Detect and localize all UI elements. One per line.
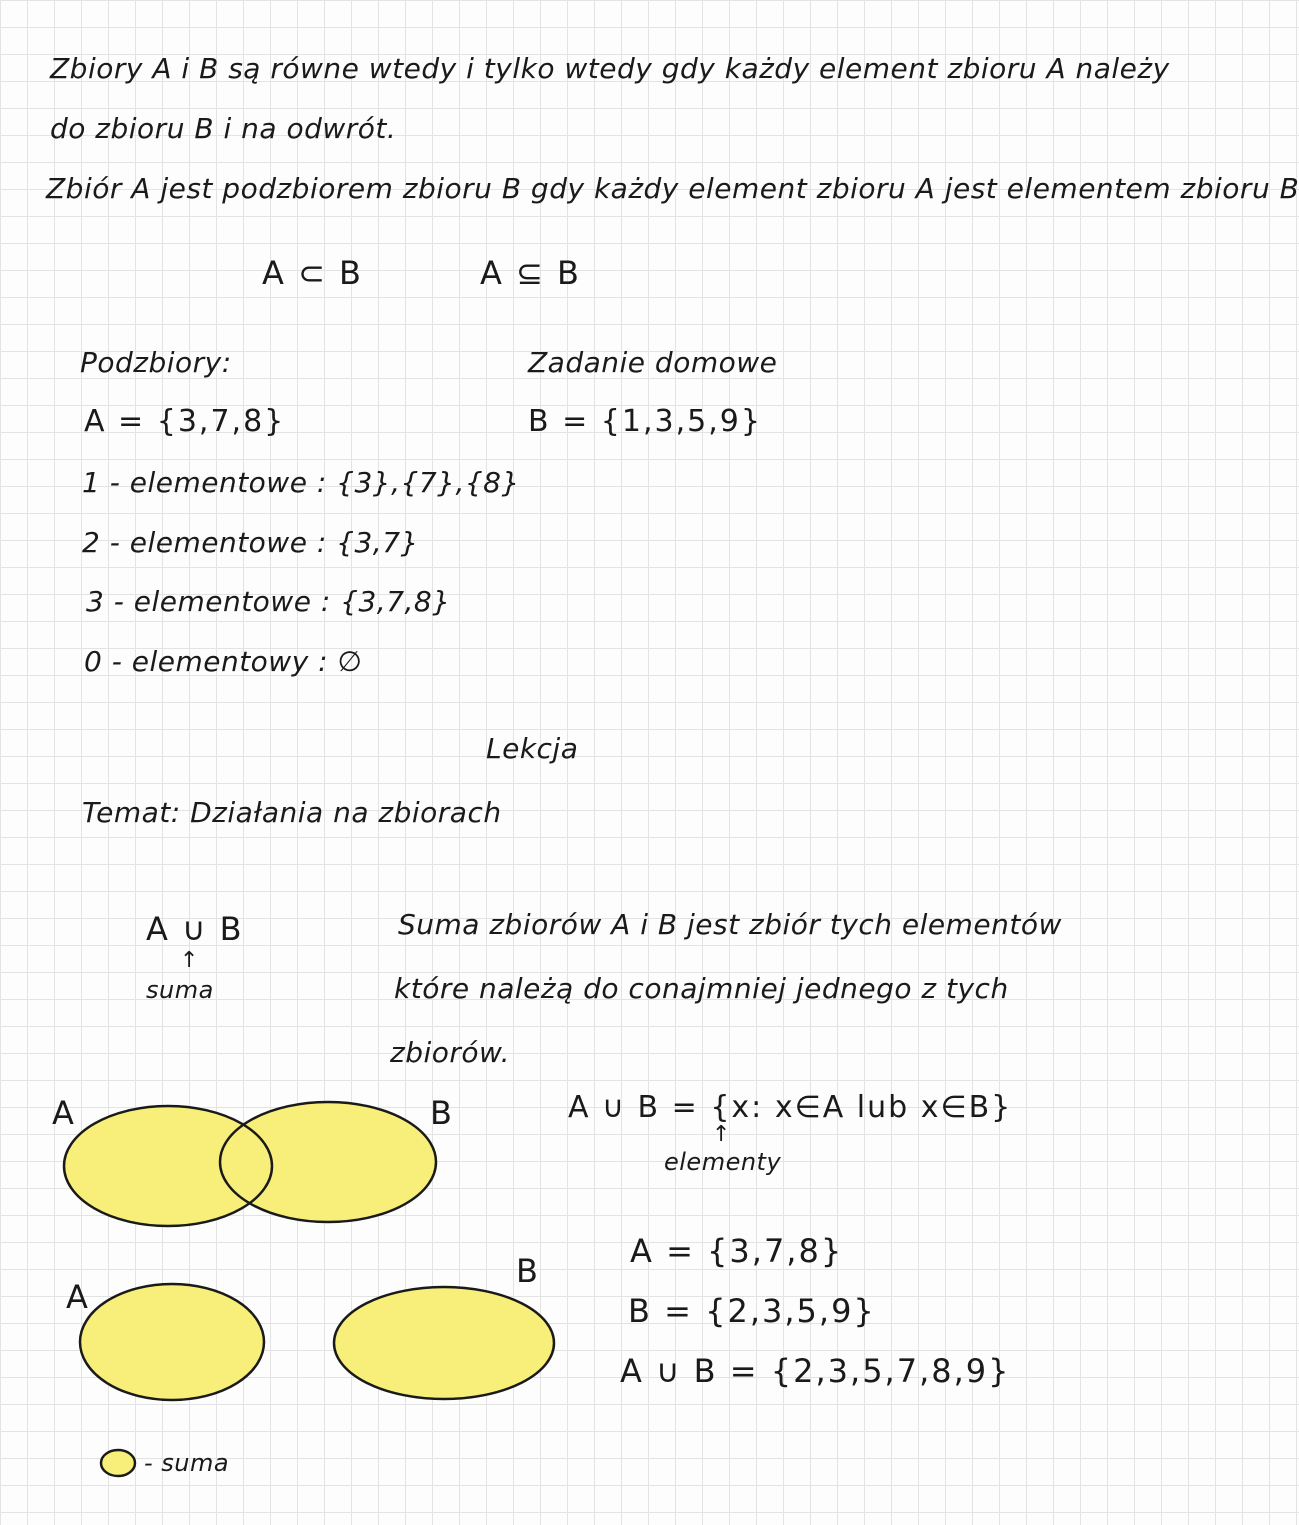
- homework-heading: Zadanie domowe: [528, 346, 778, 379]
- union-formula-arrow: ↑: [712, 1122, 731, 1147]
- equal-sets-definition-line1: Zbiory A i B są równe wtedy i tylko wtedy gdy każdy element zbioru A należy: [50, 52, 1170, 85]
- venn-set-b-disjoint: [334, 1287, 554, 1399]
- union-arrow: ↑: [180, 948, 199, 973]
- union-example-a: A = {3,7,8}: [630, 1232, 844, 1270]
- union-elements-label: elementy: [664, 1148, 782, 1176]
- subsets-one-element: 1 - elementowe : {3},{7},{8}: [82, 466, 520, 499]
- subsets-heading: Podzbiory:: [80, 346, 232, 379]
- homework-set-b: B = {1,3,5,9}: [528, 404, 762, 439]
- subsets-three-element: 3 - elementowe : {3,7,8}: [86, 585, 451, 618]
- union-suma-label: suma: [146, 976, 214, 1004]
- union-definition-line3: zbiorów.: [390, 1036, 511, 1069]
- venn-label-b-bottom: B: [516, 1252, 539, 1290]
- union-symbol: A ∪ B: [146, 910, 244, 948]
- venn-label-a-bottom: A: [66, 1278, 89, 1316]
- venn-label-b-top: B: [430, 1094, 453, 1132]
- equal-sets-definition-line2: do zbioru B i na odwrót.: [50, 112, 397, 145]
- venn-label-a-top: A: [52, 1094, 75, 1132]
- venn-set-a-disjoint: [80, 1284, 264, 1400]
- subsets-two-element: 2 - elementowe : {3,7}: [82, 526, 419, 559]
- lesson-topic: Temat: Działania na zbiorach: [82, 796, 502, 829]
- subset-eq-symbol: A ⊆ B: [480, 254, 581, 292]
- lesson-label: Lekcja: [486, 732, 579, 765]
- union-example-result: A ∪ B = {2,3,5,7,8,9}: [620, 1352, 1011, 1390]
- union-definition-line2: które należą do conajmniej jednego z tych: [394, 972, 1009, 1005]
- union-example-b: B = {2,3,5,9}: [628, 1292, 876, 1330]
- legend-label: - suma: [144, 1449, 230, 1477]
- subsets-zero-element: 0 - elementowy : ∅: [84, 645, 363, 678]
- subset-definition: Zbiór A jest podzbiorem zbioru B gdy każdy element zbioru A jest elementem zbioru B: [46, 172, 1299, 205]
- union-formula: A ∪ B = {x: x∈A lub x∈B}: [568, 1090, 1013, 1125]
- legend-swatch: [101, 1450, 135, 1476]
- union-definition-line1: Suma zbiorów A i B jest zbiór tych elementów: [398, 908, 1062, 941]
- subset-symbol: A ⊂ B: [262, 254, 363, 292]
- subsets-set-a: A = {3,7,8}: [84, 404, 286, 439]
